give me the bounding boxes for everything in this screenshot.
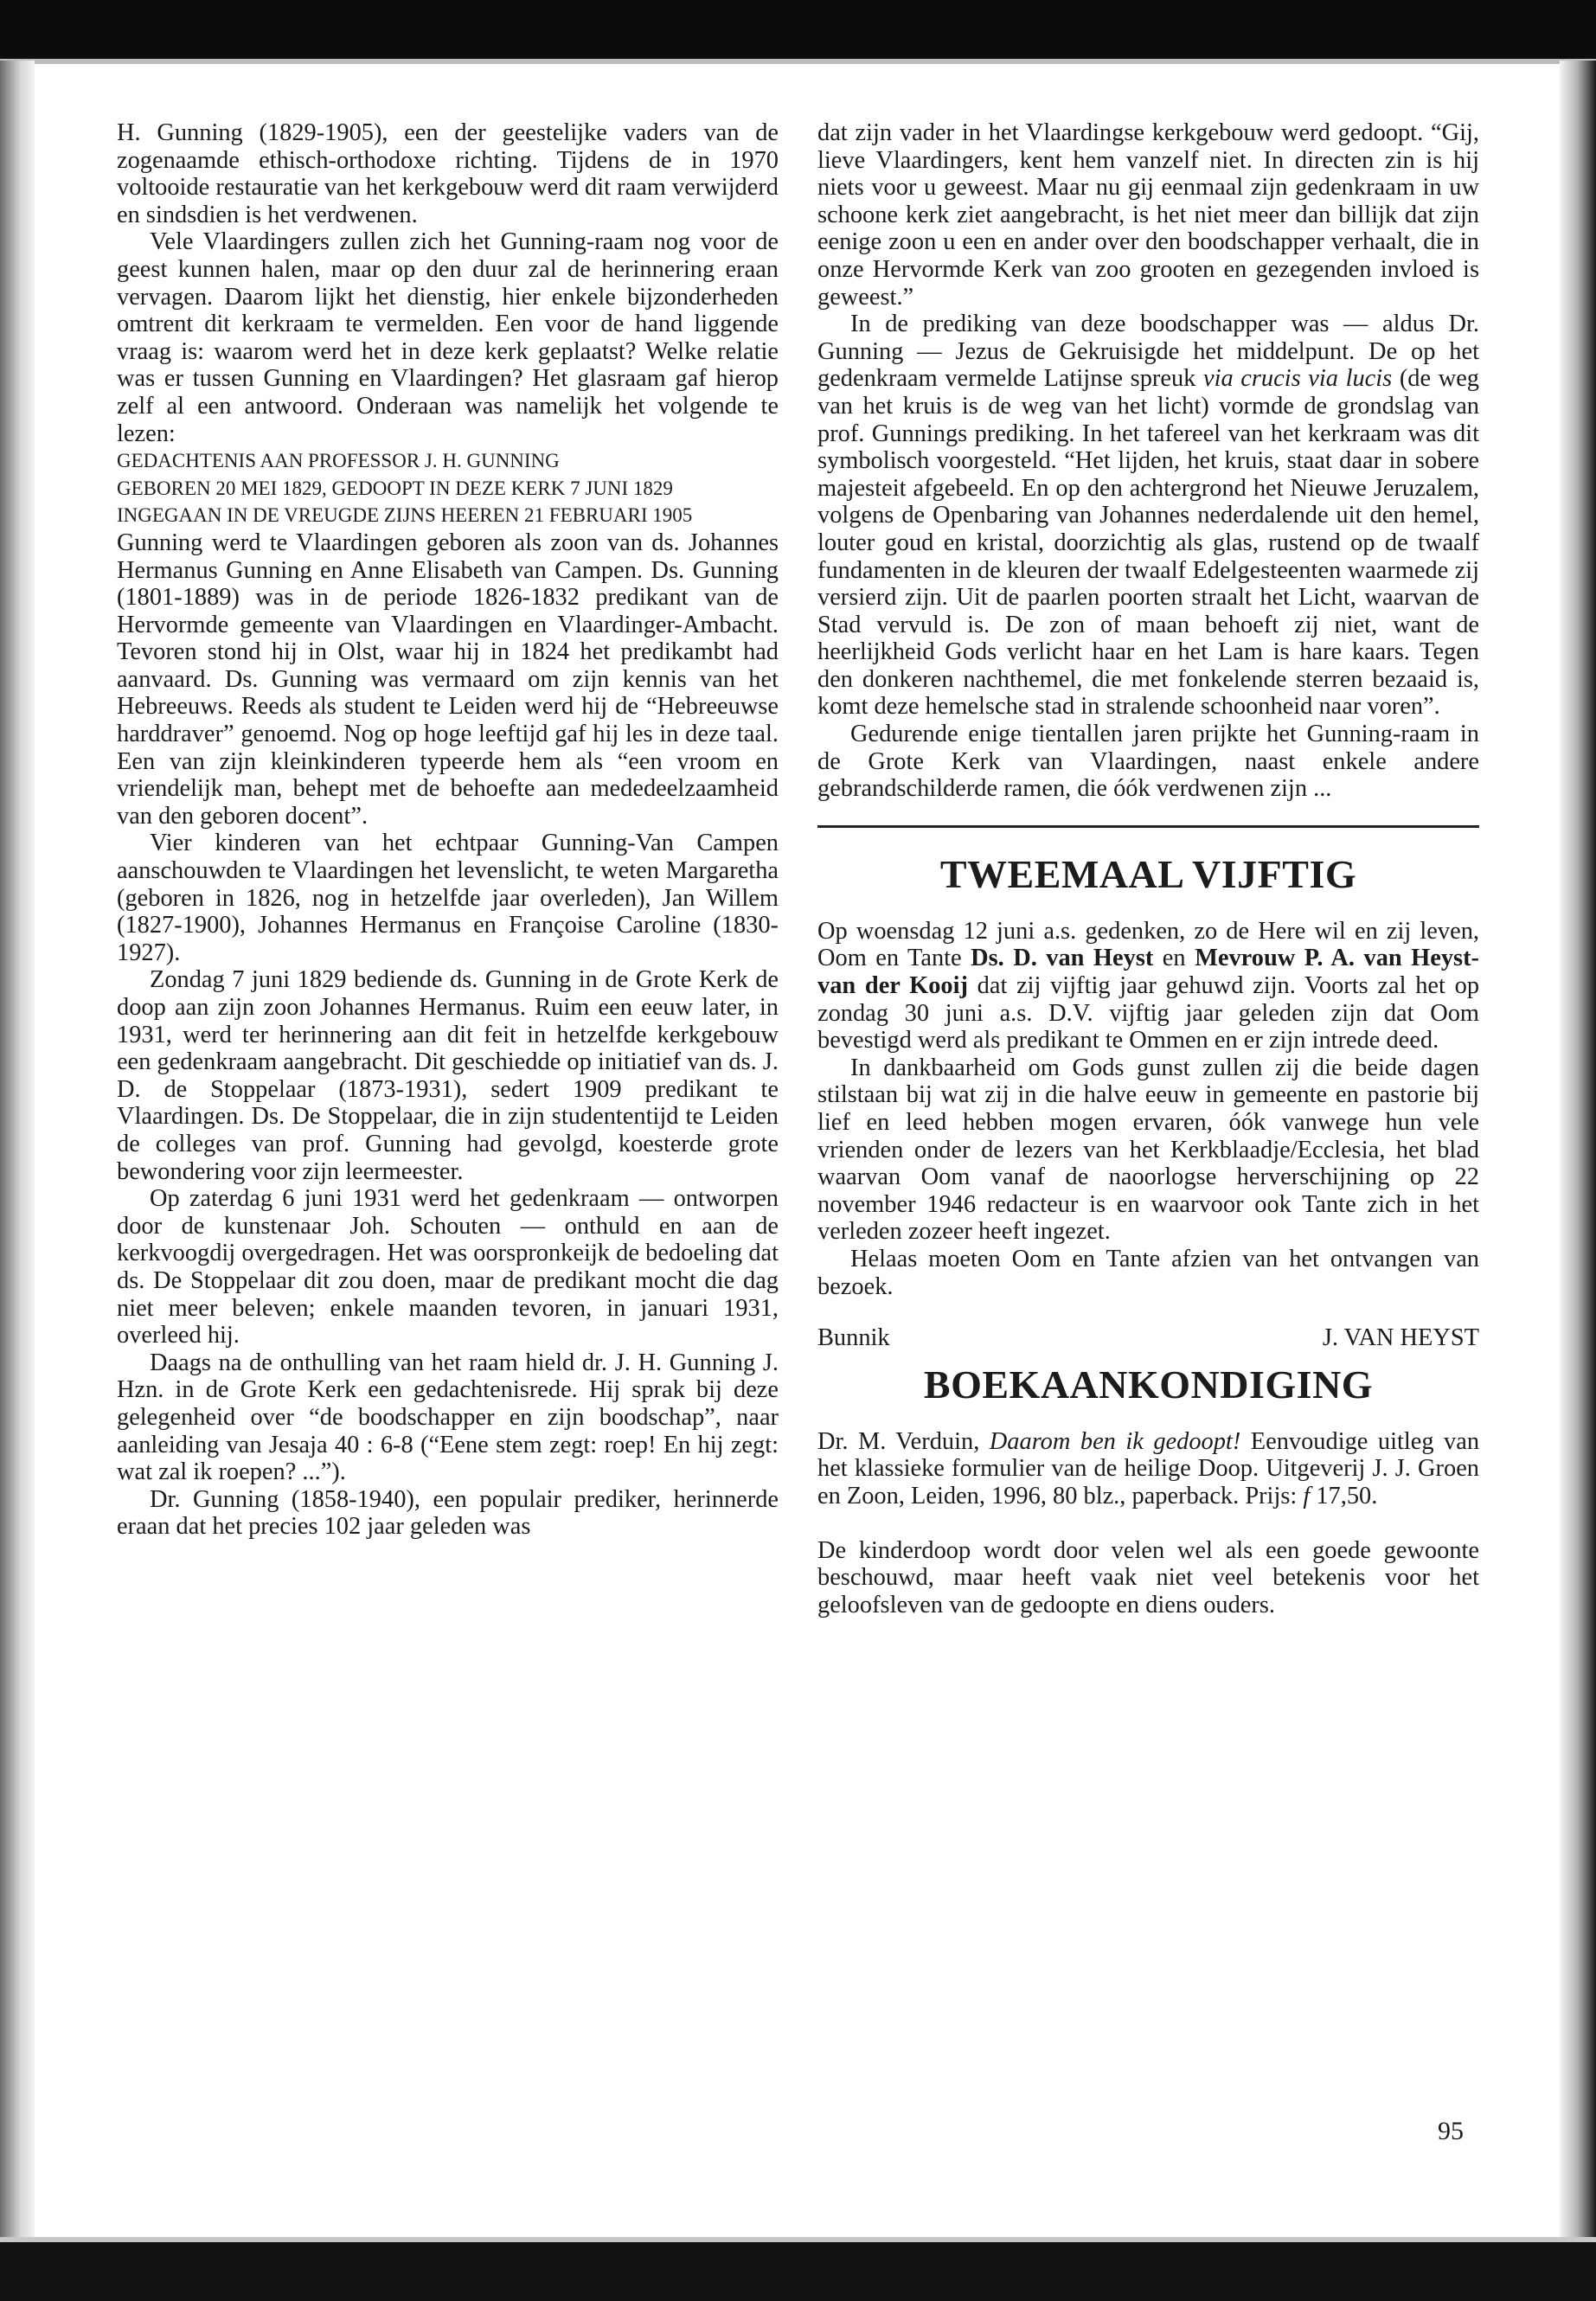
right-paragraph-3: Gedurende enige tientallen jaren prijkte het Gunning-raam in de Grote Kerk van Vlaardingen, naast enkele andere gebrandschilderde ramen, die óók verdwenen zijn ... [817,721,1479,803]
left-column [117,119,779,1541]
latin-motto: via crucis via lucis [1202,365,1393,393]
scan-left-edge [0,61,35,2240]
scan-top-edge [0,59,1596,64]
name-ds-van-heyst: Ds. D. van Heyst [971,945,1154,972]
left-paragraph-7: Daags na de onthulling van het raam hield dr. J. H. Gunning J. Hzn. in de Grote Kerk een gedachtenisrede. Hij sprak bij deze gelegenheid over “de boodschapper en zijn boodschap”, naar aanleiding van Jesaja 40 : 6-8 (“Eene stem zegt: roep! En hij zegt: wat zal ik roepen? ...”). [117,1349,779,1486]
right-paragraph-8: De kinderdoop wordt door velen wel als een goede gewoonte beschouwd, maar heeft vaak niet veel betekenis voor het geloofsleven van de gedoopte en diens ouders. [817,1536,1479,1618]
name-mevrouw-van-heyst: Mevrouw P. A. van Heyst-van der Kooij [817,945,1479,1000]
right-paragraph-1: dat zijn vader in het Vlaardingse kerkgebouw werd gedoopt. “Gij, lieve Vlaardingers, kent hem vanzelf niet. In directen zin is hij niets voor u geweest. Maar nu gij eenmaal zijn gedenkraam in uw schoone kerk ziet aangebracht, is het niet meer dan billijk dat zijn eenige zoon u een en ander over den boodschapper verhaalt, die in onze Hervormde Kerk van zoo grooten en gezegenden invloed is geweest.” [817,119,1479,311]
signature [817,1324,1479,1352]
signature-name: J. VAN HEYST [1322,1324,1479,1352]
right-paragraph-6: Helaas moeten Oom en Tante afzien van het ontvangen van bezoek. [817,1245,1479,1300]
inscription-line-3: INGEGAAN IN DE VREUGDE ZIJNS HEEREN 21 FEBRUARI 1905 [117,504,693,527]
signature-place: Bunnik [817,1324,890,1352]
left-paragraph-3: Gunning werd te Vlaardingen geboren als zoon van ds. Johannes Hermanus Gunning en Anne Elisabeth van Campen. Ds. Gunning (1801-1889) was in de periode 1826-1832 predikant van de Hervormde gemeente van Vlaardingen en Vlaardinger-Ambacht. Tevoren stond hij in Olst, waar hij in 1824 het predikambt had aanvaard. Ds. Gunning was vermaard om zijn kennis van het Hebreeuws. Reeds als student te Leiden werd hij de “Hebreeuwse harddraver” genoemd. Nog op hoge leeftijd gaf hij les in deze taal. Een van zijn kleinkinderen typeerde hem als “een vroom en vriendelijk man, behept met de behoefte aan mededeelzaamheid van den geboren docent”. [117,529,779,830]
right-column [817,119,1479,1618]
heading-boekaankondiging: BOEKAANKONDIGING [923,1362,1374,1407]
left-paragraph-4: Vier kinderen van het echtpaar Gunning-Van Campen aanschouwden te Vlaardingen het levenslicht, te weten Margaretha (geboren in 1826, nog in hetzelfde jaar overleden), Jan Willem (1827-1900), Johannes Hermanus en Françoise Caroline (1830-1927). [117,830,779,966]
left-paragraph-8: Dr. Gunning (1858-1940), een populair prediker, herinnerde eraan dat het precies 102 jaar geleden was [117,1485,779,1541]
right-paragraph-2: In de prediking van deze boodschapper was — aldus Dr. Gunning — Jezus de Gekruisigde het middelpunt. De op het gedenkraam vermelde Latijnse spreuk via crucis via lucis (de weg van het kruis is de weg van het licht) vormde de grondslag van prof. Gunnings prediking. In het tafereel van het kerkraam was dit symbolisch voorgesteld. “Het lijden, het kruis, staat daar in sobere majesteit afgebeeld. En op den achtergrond het Nieuwe Jeruzalem, volgens de Openbaring van Johannes nederdalende uit den hemel, louter goud en kristal, doorzichtig als glas, rustend op de twaalf fundamenten in de kleuren der twaalf Edelgesteenten waarmede zij versierd zijn. Uit de paarlen poorten straalt het Licht, waarvan de Stad vervuld is. De zon of maan behoeft zij niet, want de heerlijkheid Gods verlicht haar en het Lam is hare kaars. Tegen den donkeren nachthemel, die met fonkelende sterren bezaaid is, komt deze hemelsche stad in stralende schoonheid naar voren”. [817,311,1479,721]
right-paragraph-4: Op woensdag 12 juni a.s. gedenken, zo de Here wil en zij leven, Oom en Tante Ds. D. van Heyst en Mevrouw P. A. van Heyst-van der Kooij dat zij vijftig jaar gehuwd zijn. Voorts zal het op zondag 30 juni a.s. D.V. vijftig jaar geleden zijn dat Oom bevestigd werd als predikant te Ommen en er zijn intrede deed. [817,917,1480,1054]
left-paragraph-6: Op zaterdag 6 juni 1931 werd het gedenkraam — ontworpen door de kunstenaar Joh. Schouten — onthuld en aan de kerkvoogdij overgedragen. Het was oorspronkeijk de bedoeling dat ds. De Stoppelaar dit zou doen, maar de predikant mocht die dag niet meer beleven; enkele maanden tevoren, in januari 1931, overleed hij. [117,1185,779,1349]
scan-right-edge [1560,61,1596,2240]
currency-symbol: f [1303,1482,1311,1509]
right-paragraph-5: In dankbaarheid om Gods gunst zullen zij die beide dagen stilstaan bij wat zij in die halve eeuw in gemeente en pastorie bij lief en leed hebben mogen ervaren, óók vanwege hun vele vrienden onder de lezers van het Kerkblaadje/Ecclesia, het blad waarvan Oom vanaf de naoorlogse herverschijning op 22 november 1946 redacteur is en waarvoor ook Tante zich in het verleden zozeer heeft ingezet. [817,1054,1479,1246]
page-number: 95 [1438,2117,1464,2145]
section-divider [817,825,1479,828]
scan-bottom-border [0,2242,1596,2301]
book-title: Daarom ben ik gedoopt! [989,1427,1241,1455]
inscription-line-2: GEBOREN 20 MEI 1829, GEDOOPT IN DEZE KERK 7 JUNI 1829 [117,477,673,499]
right-paragraph-7: Dr. M. Verduin, Daarom ben ik gedoopt! Eenvoudige uitleg van het klassieke formulier van de heilige Doop. Uitgeverij J. J. Groen en Zoon, Leiden, 1996, 80 blz., paperback. Prijs: f 17,50. [817,1427,1480,1509]
inscription-line-1: GEDACHTENIS AAN PROFESSOR J. H. GUNNING [117,450,560,472]
heading-tweemaal-vijftig: TWEEMAAL VIJFTIG [939,851,1357,896]
scan-top-border [0,0,1596,59]
left-paragraph-2: Vele Vlaardingers zullen zich het Gunning-raam nog voor de geest kunnen halen, maar op den duur zal de herinnering eraan vervagen. Daarom lijkt het dienstig, hier enkele bijzonderheden omtrent dit kerkraam te vermelden. Een voor de hand liggende vraag is: waarom werd het in deze kerk geplaatst? Welke relatie was er tussen Gunning en Vlaardingen? Het glasraam gaf hierop zelf al een antwoord. Onderaan was namelijk het volgende te lezen: [117,228,779,447]
left-paragraph-5: Zondag 7 juni 1829 bediende ds. Gunning in de Grote Kerk de doop aan zijn zoon Johannes Hermanus. Ruim een eeuw later, in 1931, werd ter herinnering aan dit feit in hetzelfde kerkgebouw een gedenkraam aangebracht. Dit geschiedde op initiatief van ds. J. D. de Stoppelaar (1873-1931), sedert 1909 predikant te Vlaardingen. Ds. De Stoppelaar, die in zijn studententijd te Leiden de colleges van prof. Gunning had gevolgd, koesterde grote bewondering voor zijn leermeester. [117,966,779,1185]
left-paragraph-1: H. Gunning (1829-1905), een der geestelijke vaders van de zogenaamde ethisch-orthodoxe richting. Tijdens de in 1970 voltooide restauratie van het kerkgebouw werd dit raam verwijderd en sindsdien is het verdwenen. [117,119,779,228]
